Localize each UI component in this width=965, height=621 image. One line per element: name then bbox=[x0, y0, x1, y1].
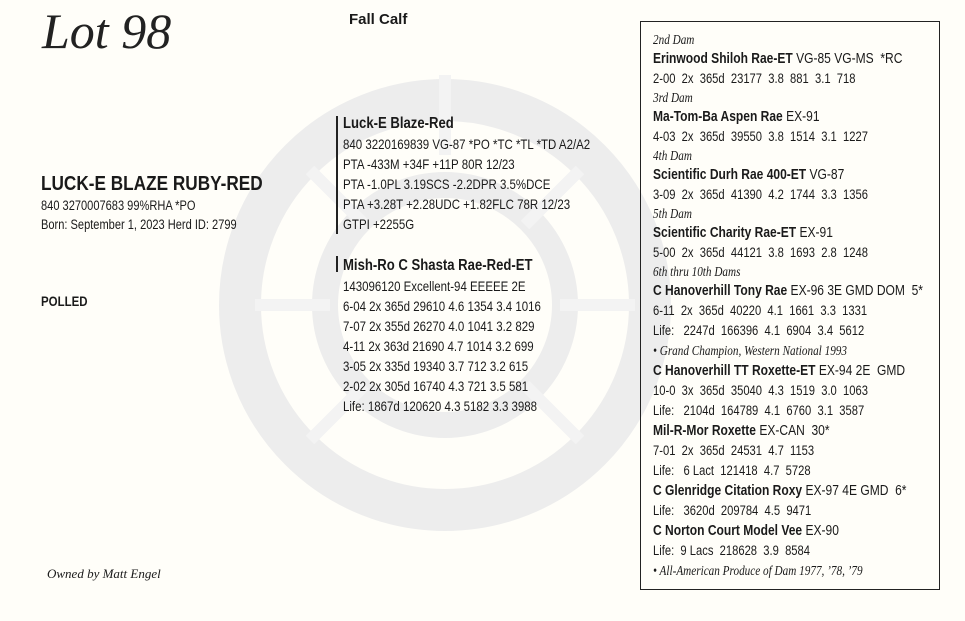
ancestor-classification: EX-91 bbox=[796, 225, 833, 241]
ancestor-entry bbox=[653, 521, 902, 541]
ancestor-name: Scientific Durh Rae 400-ET bbox=[653, 167, 807, 183]
dam-record-line: 6-04 2x 365d 29610 4.6 1354 3.4 1016 bbox=[343, 298, 541, 314]
ancestor-record-line: 4-03 2x 365d 39550 3.8 1514 3.1 1227 bbox=[653, 129, 868, 144]
ancestor-record-line: 3-09 2x 365d 41390 4.2 1744 3.3 1356 bbox=[653, 187, 868, 202]
sire-detail-line: PTA -1.0PL 3.19SCS -2.2DPR 3.5%DCE bbox=[343, 176, 551, 192]
registration-line: 840 3270007683 99%RHA *PO bbox=[41, 198, 196, 213]
ancestor-classification: EX-91 bbox=[782, 109, 820, 125]
ancestor-record-line: 7-01 2x 365d 24531 4.7 1153 bbox=[653, 443, 815, 458]
ancestor-entry bbox=[653, 223, 902, 243]
ancestor-classification: EX-90 bbox=[802, 523, 839, 539]
sire-section bbox=[343, 113, 644, 234]
dam-lines bbox=[343, 276, 584, 416]
ancestor-name: Mil-R-Mor Roxette bbox=[653, 423, 756, 439]
sire-name: Luck-E Blaze-Red bbox=[343, 115, 454, 132]
ancestor-name: C Hanoverhill TT Roxette-ET bbox=[653, 363, 816, 379]
sire-detail-line: GTPI +2255G bbox=[343, 216, 415, 232]
ancestor-record-line: Life: 9 Lacs 218628 3.9 8584 bbox=[653, 543, 810, 558]
pedigree-box bbox=[640, 21, 940, 590]
generation-label: 2nd Dam bbox=[653, 32, 695, 47]
polled-label: POLLED bbox=[41, 294, 88, 309]
dam-record-line: 3-05 2x 335d 19340 3.7 712 3.2 615 bbox=[343, 358, 529, 374]
ancestor-record-line: Life: 2247d 166396 4.1 6904 3.4 5612 bbox=[653, 323, 865, 338]
ancestor-entry bbox=[653, 49, 902, 69]
ancestor-record-line: 5-00 2x 365d 44121 3.8 1693 2.8 1248 bbox=[653, 245, 868, 260]
ancestor-entry bbox=[653, 165, 902, 185]
sire-divider bbox=[336, 116, 338, 234]
sire-detail-line: 840 3220169839 VG-87 *PO *TC *TL *TD A2/A2 bbox=[343, 136, 591, 152]
lot-title: Lot 98 bbox=[42, 3, 172, 59]
ancestor-record-line: 2-00 2x 365d 23177 3.8 881 3.1 718 bbox=[653, 71, 856, 86]
dam-section bbox=[343, 255, 584, 416]
ancestor-record-line: 10-0 3x 365d 35040 4.3 1519 3.0 1063 bbox=[653, 383, 868, 398]
generation-label: 4th Dam bbox=[653, 148, 692, 163]
ancestor-classification: VG-85 VG-MS *RC bbox=[792, 51, 903, 67]
ancestor-entry bbox=[653, 361, 906, 381]
ancestor-classification: EX-96 3E GMD DOM 5* bbox=[787, 283, 923, 299]
sire-detail-line: PTA -433M +34F +11P 80R 12/23 bbox=[343, 156, 515, 172]
born-line: Born: September 1, 2023 Herd ID: 2799 bbox=[41, 217, 237, 232]
ancestor-record-line: Life: 3620d 209784 4.5 9471 bbox=[653, 503, 812, 518]
ancestor-classification: EX-94 2E GMD bbox=[815, 363, 906, 379]
dam-record-line: 7-07 2x 355d 26270 4.0 1041 3.2 829 bbox=[343, 318, 535, 334]
ancestor-classification: VG-87 bbox=[806, 167, 845, 183]
sire-detail-line: PTA +3.28T +2.28UDC +1.82FLC 78R 12/23 bbox=[343, 196, 571, 212]
dam-record-line: 4-11 2x 363d 21690 4.7 1014 3.2 699 bbox=[343, 338, 534, 354]
dam-record-line: Life: 1867d 120620 4.3 5182 3.3 3988 bbox=[343, 398, 538, 414]
ancestor-name: Scientific Charity Rae-ET bbox=[653, 225, 797, 241]
pedigree-list bbox=[653, 31, 923, 581]
ancestor-entry bbox=[653, 281, 923, 301]
ancestor-name: Erinwood Shiloh Rae-ET bbox=[653, 51, 793, 67]
sire-lines bbox=[343, 134, 644, 234]
animal-name: LUCK-E BLAZE RUBY-RED bbox=[41, 173, 263, 195]
ancestor-note: • Grand Champion, Western National 1993 bbox=[653, 343, 848, 358]
dam-record-line: 2-02 2x 305d 16740 4.3 721 3.5 581 bbox=[343, 378, 529, 394]
ancestor-name: C Glenridge Citation Roxy bbox=[653, 483, 803, 499]
ancestor-record-line: 6-11 2x 365d 40220 4.1 1661 3.3 1331 bbox=[653, 303, 868, 318]
ancestor-record-line: Life: 6 Lact 121418 4.7 5728 bbox=[653, 463, 811, 478]
generation-label: 3rd Dam bbox=[653, 90, 693, 105]
dam-divider bbox=[336, 256, 338, 272]
generation-label: 5th Dam bbox=[653, 206, 692, 221]
dam-name: Mish-Ro C Shasta Rae-Red-ET bbox=[343, 257, 533, 274]
ancestor-classification: EX-CAN 30* bbox=[755, 423, 830, 439]
ancestor-entry bbox=[653, 421, 902, 441]
ancestor-classification: EX-97 4E GMD 6* bbox=[802, 483, 907, 499]
ancestor-entry bbox=[653, 107, 902, 127]
age-class-label: Fall Calf bbox=[349, 11, 408, 28]
owner-line: Owned by Matt Engel bbox=[47, 566, 161, 581]
ancestor-name: C Hanoverhill Tony Rae bbox=[653, 283, 788, 299]
ancestor-note: • All-American Produce of Dam 1977, ’78, ’79 bbox=[653, 563, 863, 578]
dam-record-line: 143096120 Excellent-94 EEEEE 2E bbox=[343, 278, 526, 294]
ancestor-entry bbox=[653, 481, 907, 501]
ancestor-name: Ma-Tom-Ba Aspen Rae bbox=[653, 109, 783, 125]
ancestor-name: C Norton Court Model Vee bbox=[653, 523, 803, 539]
generation-label: 6th thru 10th Dams bbox=[653, 264, 741, 279]
animal-info bbox=[41, 172, 299, 234]
ancestor-record-line: Life: 2104d 164789 4.1 6760 3.1 3587 bbox=[653, 403, 865, 418]
